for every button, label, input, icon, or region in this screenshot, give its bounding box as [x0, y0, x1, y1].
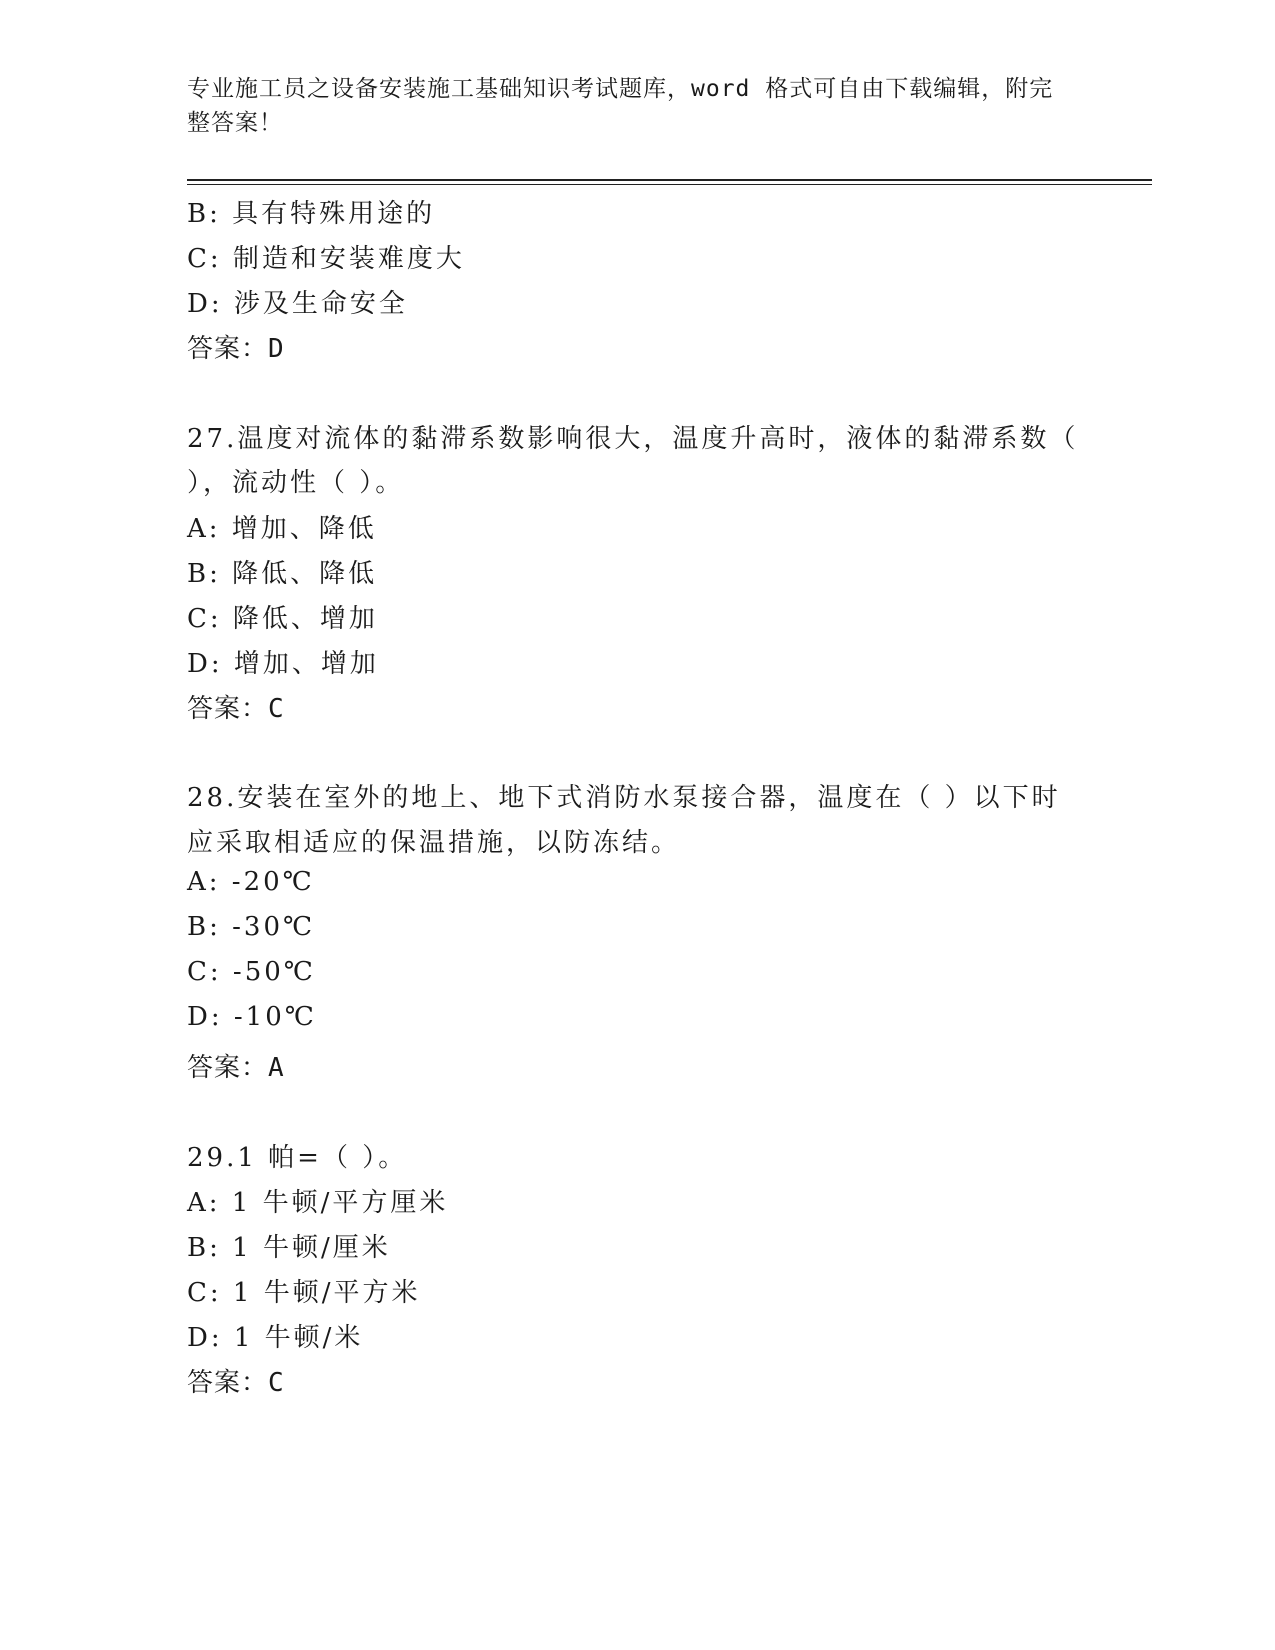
q29-option-c: C: 1 牛顿/平方米: [187, 1278, 421, 1308]
q29-option-b: B: 1 牛顿/厘米: [187, 1233, 391, 1263]
q28-option-c: C: -50℃: [187, 957, 316, 987]
q28-answer: 答案：A: [187, 1053, 285, 1083]
q27-answer: 答案：C: [187, 694, 285, 724]
q27-option-b: B: 降低、降低: [187, 559, 378, 589]
header-divider-thick: [187, 179, 1152, 181]
q26-option-d: D: 涉及生命安全: [187, 289, 408, 319]
q28-stem-line-2: 应采取相适应的保温措施，以防冻结。: [187, 828, 681, 858]
q29-option-d: D: 1 牛顿/米: [187, 1323, 364, 1353]
q27-option-c: C: 降低、增加: [187, 604, 378, 634]
q26-option-b: B: 具有特殊用途的: [187, 199, 436, 229]
q27-option-d: D: 增加、增加: [187, 649, 379, 679]
q26-answer: 答案：D: [187, 334, 285, 364]
q28-option-b: B: -30℃: [187, 912, 316, 942]
q27-stem-line-1: 27.温度对流体的黏滞系数影响很大，温度升高时，液体的黏滞系数（: [187, 424, 1079, 454]
q28-stem-line-1: 28.安装在室外的地上、地下式消防水泵接合器，温度在（ ）以下时: [187, 783, 1061, 813]
header-divider-thin: [187, 184, 1152, 185]
header-line-2: 整答案！: [187, 110, 283, 136]
q28-option-d: D: -10℃: [187, 1002, 317, 1032]
q28-option-a: A: -20℃: [187, 867, 315, 897]
q29-option-a: A: 1 牛顿/平方厘米: [187, 1188, 449, 1218]
header-line-1: 专业施工员之设备安装施工基础知识考试题库，word 格式可自由下载编辑，附完: [187, 76, 1054, 102]
document-header: [187, 72, 1067, 140]
q27-option-a: A: 增加、降低: [187, 514, 377, 544]
q27-stem-line-2: ），流动性（ ）。: [187, 468, 405, 498]
q29-answer: 答案：C: [187, 1368, 285, 1398]
q29-stem-line-1: 29.1 帕=（ ）。: [187, 1143, 408, 1173]
q26-option-c: C: 制造和安装难度大: [187, 244, 465, 274]
